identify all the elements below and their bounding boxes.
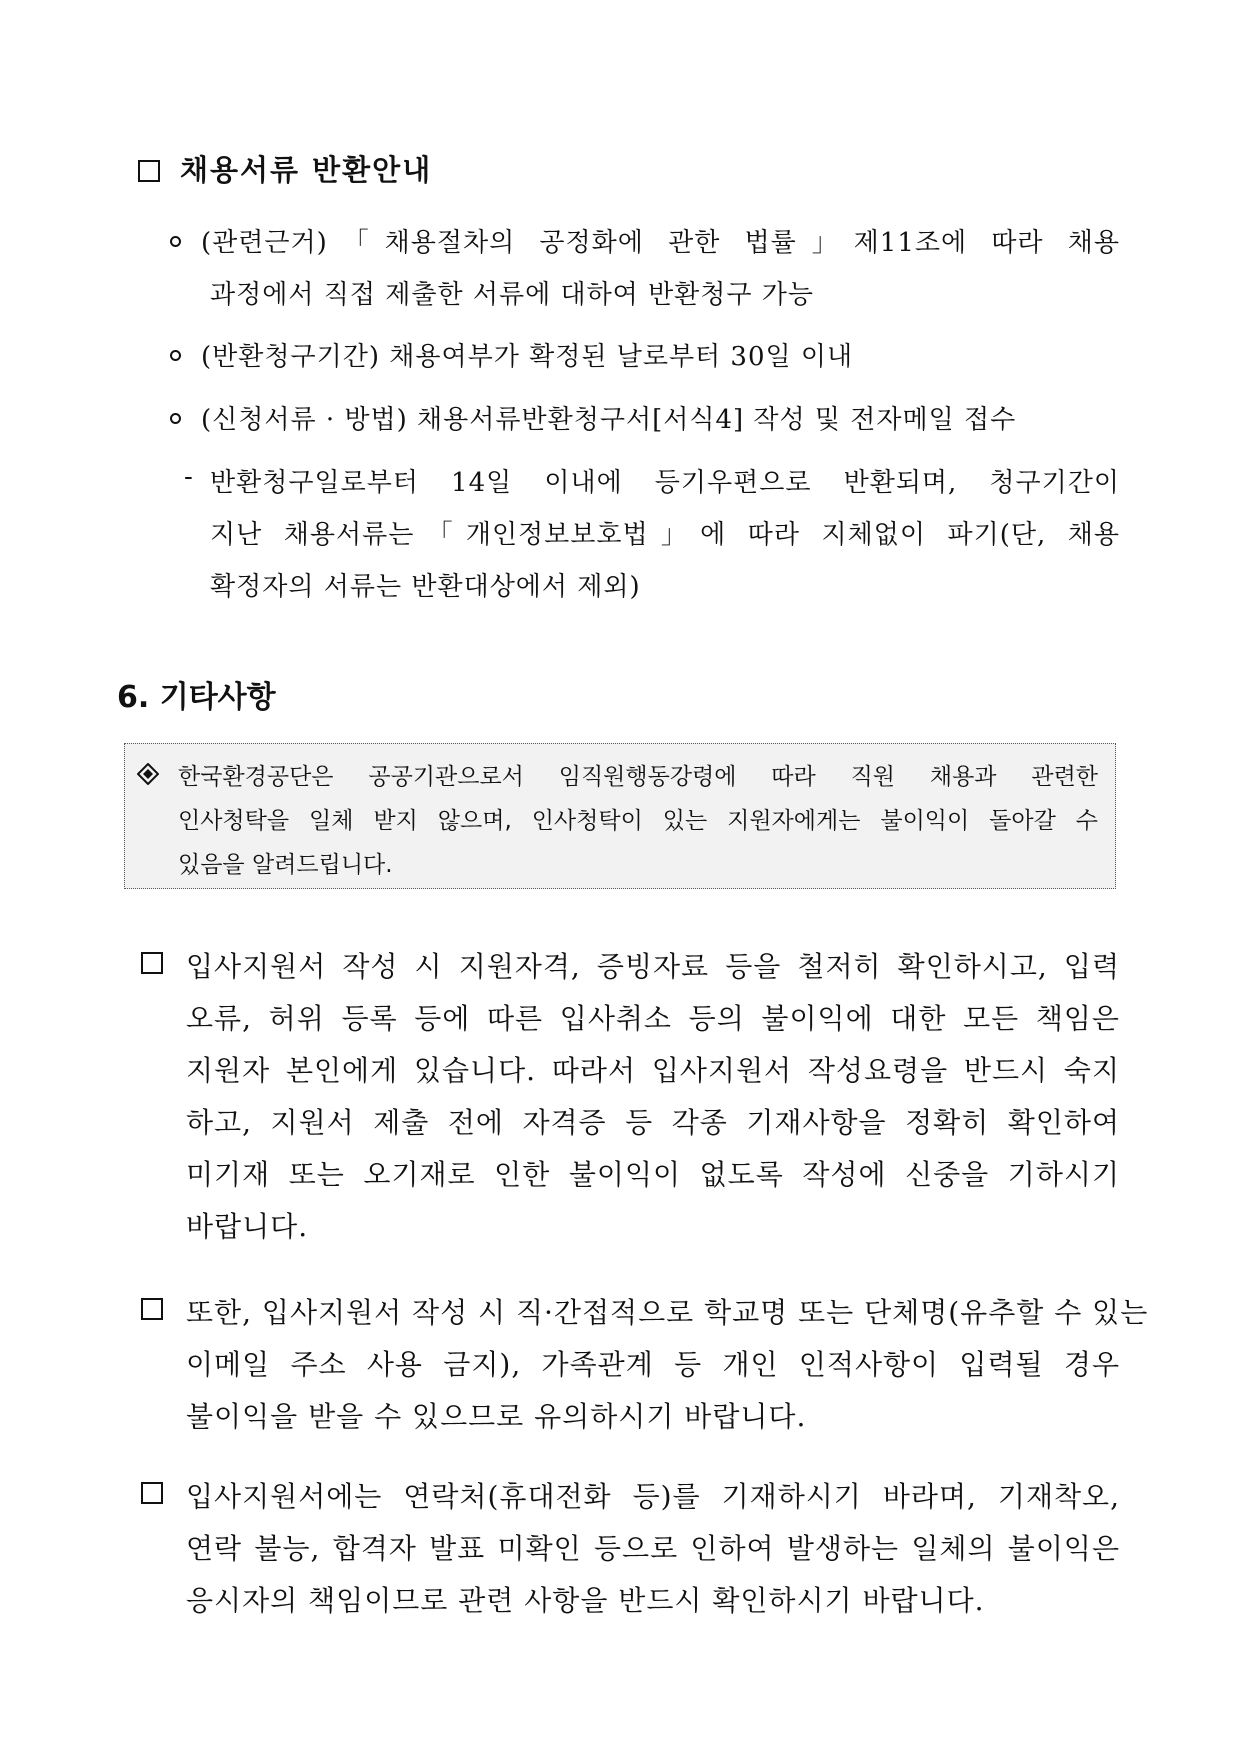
return-subitem-line2: 지난 채용서류는「개인정보보호법」에 따라 지체없이 파기(단, 채용 — [210, 520, 1120, 550]
circle-bullet-icon — [170, 236, 181, 247]
paragraph-checkbox-icon — [141, 1298, 163, 1320]
return-subitem-dash: - — [184, 462, 194, 492]
para1-line3: 지원자 본인에게 있습니다. 따라서 입사지원서 작성요령을 반드시 숙지 — [186, 1054, 1120, 1087]
return-subitem-line3: 확정자의 서류는 반환대상에서 제외) — [210, 572, 641, 602]
notice-line3: 있음을 알려드립니다. — [178, 852, 393, 878]
notice-line2: 인사청탁을 일체 받지 않으며, 인사청탁이 있는 지원자에게는 불이익이 돌아갈 수 — [178, 808, 1098, 834]
return-item-method: (신청서류 · 방법) 채용서류반환청구서[서식4] 작성 및 전자메일 접수 — [170, 399, 1016, 436]
para1-line4: 하고, 지원서 제출 전에 자격증 등 각종 기재사항을 정확히 확인하여 — [186, 1106, 1120, 1139]
return-item-period: (반환청구기간) 채용여부가 확정된 날로부터 30일 이내 — [170, 336, 853, 373]
para1-line1: 입사지원서 작성 시 지원자격, 증빙자료 등을 철저히 확인하시고, 입력 — [186, 950, 1120, 983]
other-section-heading: 6. 기타사항 — [117, 680, 276, 715]
para3-line1: 입사지원서에는 연락처(휴대전화 등)를 기재하시기 바라며, 기재착오, — [186, 1480, 1120, 1513]
para1-line2: 오류, 허위 등록 등에 따른 입사취소 등의 불이익에 대한 모든 책임은 — [186, 1002, 1120, 1035]
return-subitem-line1: 반환청구일로부터 14일 이내에 등기우편으로 반환되며, 청구기간이 — [210, 468, 1120, 498]
para1-line6: 바랍니다. — [186, 1210, 309, 1243]
return-section-title: 채용서류 반환안내 — [180, 153, 433, 187]
para2-line2: 이메일 주소 사용 금지), 가족관계 등 개인 인적사항이 입력될 경우 — [186, 1348, 1120, 1381]
return-item-basis-line2: 과정에서 직접 제출한 서류에 대하여 반환청구 가능 — [210, 280, 815, 310]
notice-line1: 한국환경공단은 공공기관으로서 임직원행동강령에 따라 직원 채용과 관련한 — [178, 764, 1098, 790]
checkbox-square-icon — [138, 160, 160, 182]
para3-line2: 연락 불능, 합격자 발표 미확인 등으로 인하여 발생하는 일체의 불이익은 — [186, 1532, 1120, 1565]
return-section-heading — [138, 148, 432, 189]
return-item-basis-line1: (관련근거)「채용절차의 공정화에 관한 법률」제11조에 따라 채용 — [170, 222, 1120, 259]
para1-line5: 미기재 또는 오기재로 인한 불이익이 없도록 작성에 신중을 기하시기 — [186, 1158, 1120, 1191]
para2-line1: 또한, 입사지원서 작성 시 직·간접적으로 학교명 또는 단체명(유추할 수 있는 — [186, 1296, 1149, 1329]
paragraph-checkbox-icon — [141, 952, 163, 974]
paragraph-checkbox-icon — [141, 1482, 163, 1504]
circle-bullet-icon — [170, 413, 181, 424]
para3-line3: 응시자의 책임이므로 관련 사항을 반드시 확인하시기 바랍니다. — [186, 1584, 985, 1617]
para2-line3: 불이익을 받을 수 있으므로 유의하시기 바랍니다. — [186, 1400, 807, 1433]
circle-bullet-icon — [170, 350, 181, 361]
diamond-bullet-icon — [137, 763, 159, 785]
